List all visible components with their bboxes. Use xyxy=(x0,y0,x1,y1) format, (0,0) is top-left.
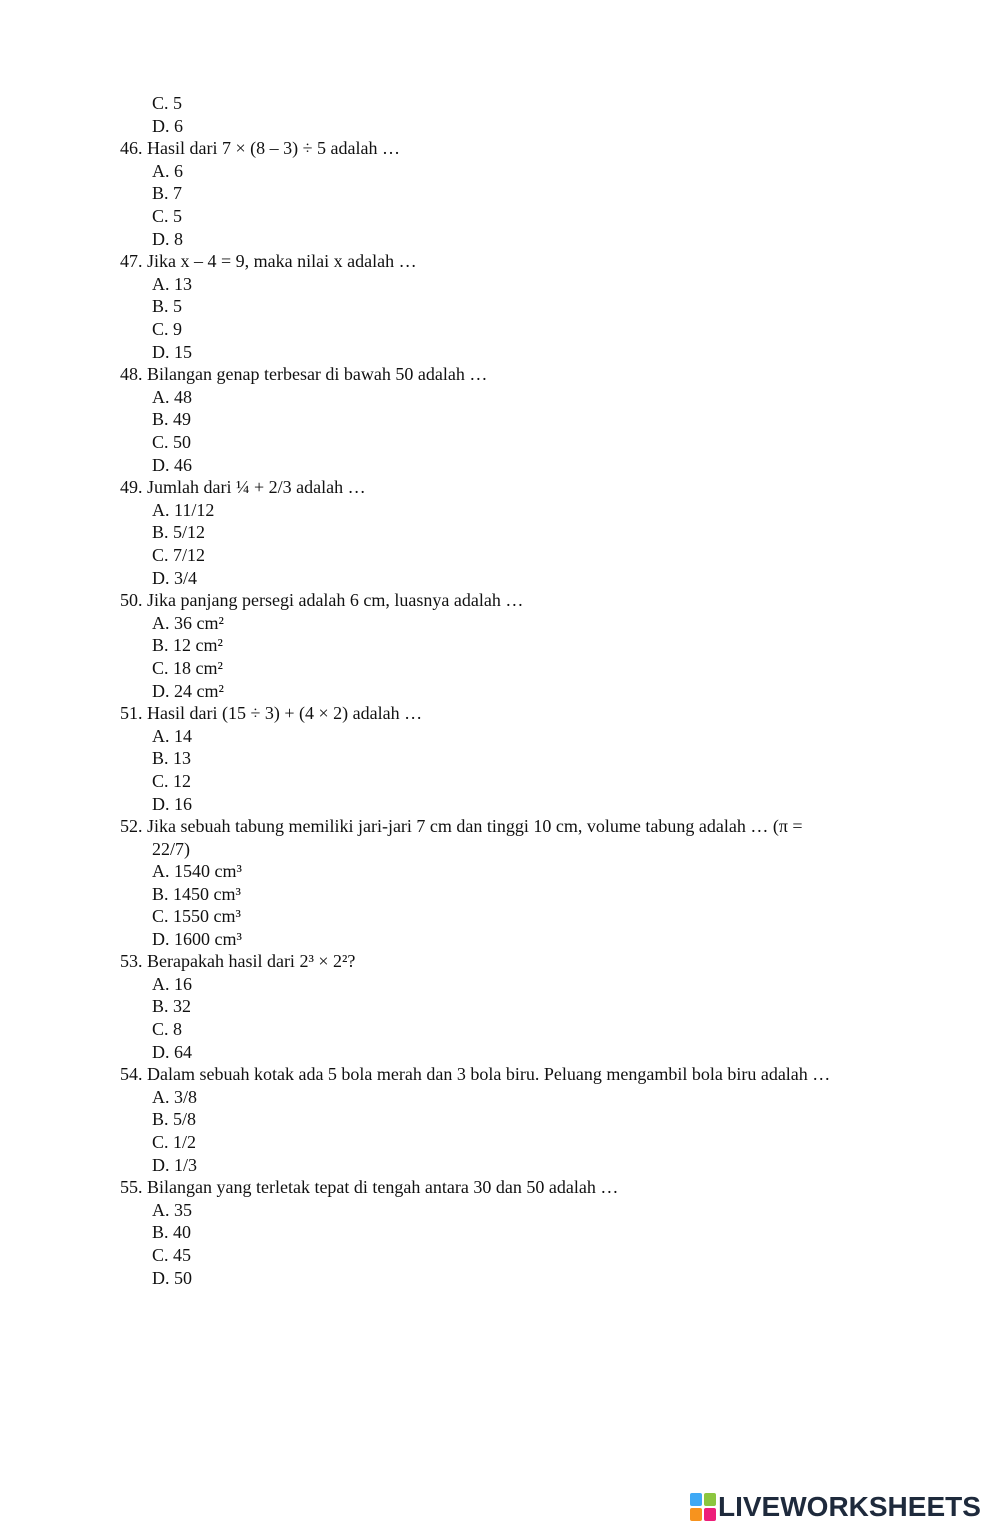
question-50: 50. Jika panjang persegi adalah 6 cm, luasnya adalah … xyxy=(120,590,524,610)
option-a: A. 48 xyxy=(152,387,192,407)
option-b: B. 13 xyxy=(152,748,192,768)
option-d: D. 6 xyxy=(152,116,183,136)
option-d: D. 8 xyxy=(152,229,183,249)
option-d: D. 24 cm² xyxy=(152,681,224,701)
question-49: 49. Jumlah dari ¼ + 2/3 adalah … xyxy=(120,477,366,497)
liveworksheets-logo[interactable] xyxy=(690,1490,981,1524)
option-a: A. 35 xyxy=(152,1200,192,1220)
option-b: B. 5/12 xyxy=(152,522,206,542)
option-a: A. 11/12 xyxy=(152,500,215,520)
option-c: C. 1550 cm³ xyxy=(152,906,241,926)
option-b: B. 32 xyxy=(152,996,192,1016)
question-54: 54. Dalam sebuah kotak ada 5 bola merah dan 3 bola biru. Peluang mengambil bola biru adalah … xyxy=(120,1064,831,1084)
option-c: C. 8 xyxy=(152,1019,183,1039)
liveworksheets-icon xyxy=(690,1493,716,1521)
option-d: D. 64 xyxy=(152,1042,192,1062)
option-b: B. 1450 cm³ xyxy=(152,884,241,904)
option-b: B. 49 xyxy=(152,409,192,429)
option-d: D. 15 xyxy=(152,342,192,362)
logo-tile xyxy=(704,1493,716,1506)
question-53: 53. Berapakah hasil dari 2³ × 2²? xyxy=(120,951,356,971)
option-a: A. 3/8 xyxy=(152,1087,197,1107)
option-b: B. 5 xyxy=(152,296,183,316)
logo-tile xyxy=(690,1493,702,1506)
option-c: C. 1/2 xyxy=(152,1132,197,1152)
question-52-continued: 22/7) xyxy=(152,839,190,859)
question-55: 55. Bilangan yang terletak tepat di tengah antara 30 dan 50 adalah … xyxy=(120,1177,619,1197)
option-c: C. 5 xyxy=(152,93,183,113)
logo-tile xyxy=(704,1508,716,1521)
question-48: 48. Bilangan genap terbesar di bawah 50 adalah … xyxy=(120,364,488,384)
option-b: B. 40 xyxy=(152,1222,192,1242)
option-a: A. 36 cm² xyxy=(152,613,224,633)
option-d: D. 16 xyxy=(152,794,192,814)
option-a: A. 6 xyxy=(152,161,183,181)
question-46: 46. Hasil dari 7 × (8 – 3) ÷ 5 adalah … xyxy=(120,138,400,158)
option-a: A. 13 xyxy=(152,274,192,294)
option-b: B. 7 xyxy=(152,183,183,203)
question-51: 51. Hasil dari (15 ÷ 3) + (4 × 2) adalah … xyxy=(120,703,423,723)
option-c: C. 12 xyxy=(152,771,192,791)
option-a: A. 1540 cm³ xyxy=(152,861,242,881)
option-b: B. 5/8 xyxy=(152,1109,197,1129)
option-d: D. 50 xyxy=(152,1268,192,1288)
question-52: 52. Jika sebuah tabung memiliki jari-jari 7 cm dan tinggi 10 cm, volume tabung adalah … (π = xyxy=(120,816,803,836)
option-d: D. 1600 cm³ xyxy=(152,929,242,949)
option-c: C. 50 xyxy=(152,432,192,452)
brand-name: LIVEWORKSHEETS xyxy=(718,1491,981,1522)
option-d: D. 1/3 xyxy=(152,1155,197,1175)
question-47: 47. Jika x – 4 = 9, maka nilai x adalah … xyxy=(120,251,417,271)
option-c: C. 7/12 xyxy=(152,545,206,565)
option-c: C. 5 xyxy=(152,206,183,226)
option-c: C. 18 cm² xyxy=(152,658,223,678)
option-b: B. 12 cm² xyxy=(152,635,223,655)
logo-tile xyxy=(690,1508,702,1521)
option-d: D. 3/4 xyxy=(152,568,197,588)
option-a: A. 16 xyxy=(152,974,192,994)
option-c: C. 9 xyxy=(152,319,183,339)
option-d: D. 46 xyxy=(152,455,192,475)
option-c: C. 45 xyxy=(152,1245,192,1265)
option-a: A. 14 xyxy=(152,726,192,746)
